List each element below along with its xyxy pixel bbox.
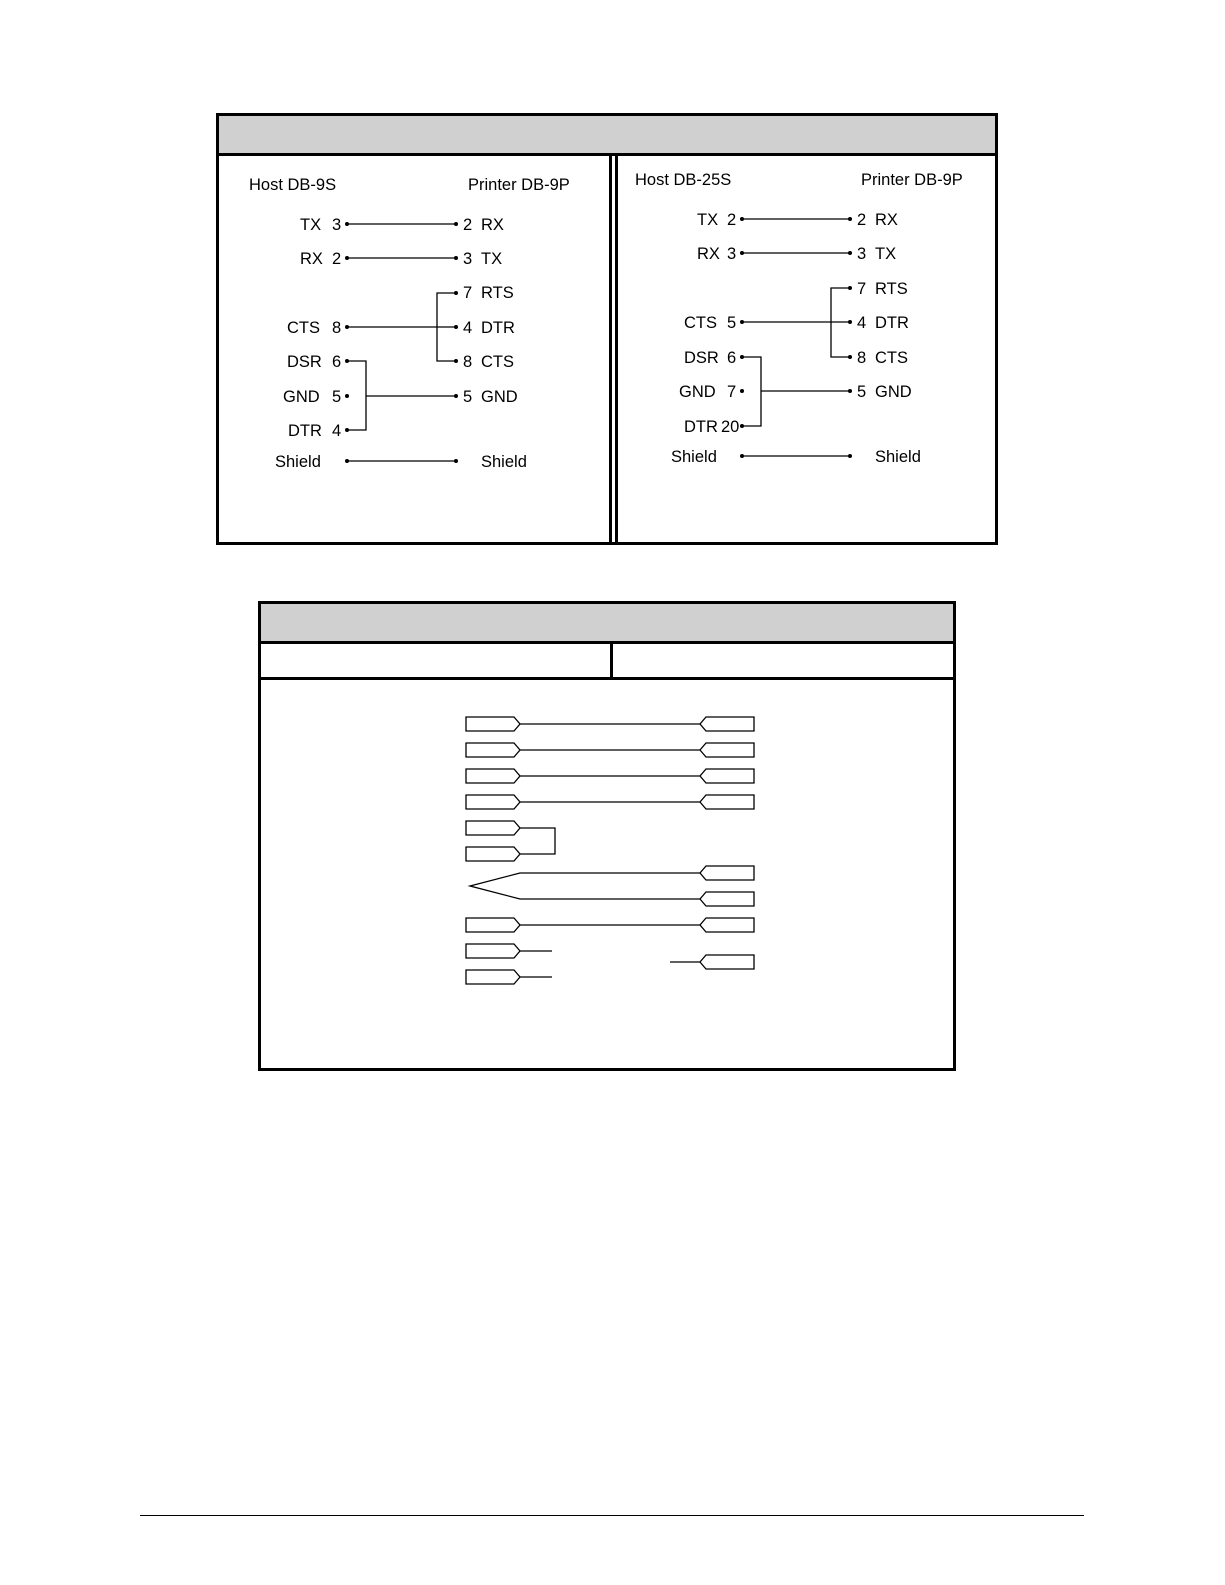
printer-pin-number: 2 xyxy=(463,216,473,234)
table-header-row xyxy=(261,677,953,680)
pin-tab xyxy=(700,866,754,880)
printer-pin-number: 8 xyxy=(857,349,867,367)
printer-pin-name: CTS xyxy=(875,349,908,367)
wire-dsr-dtr-bracket xyxy=(742,357,761,426)
host-pin-number: 5 xyxy=(727,314,737,332)
shield-printer-label: Shield xyxy=(481,453,527,471)
host-pin-number: 5 xyxy=(332,388,342,406)
printer-pin-number: 2 xyxy=(857,211,867,229)
serial-cable-table-title-bar xyxy=(219,116,995,156)
tapered-bundle xyxy=(470,873,700,899)
pin-tab xyxy=(466,769,520,783)
host-pin-name: DSR xyxy=(684,349,719,367)
pin-tab xyxy=(466,944,520,958)
host-connector-label: Host DB-9S xyxy=(249,176,337,194)
host-pin-name: DTR xyxy=(684,418,718,436)
panel-divider xyxy=(615,153,618,543)
shield-host-label: Shield xyxy=(671,448,717,466)
printer-pin-number: 4 xyxy=(857,314,867,332)
pin-tab xyxy=(466,918,520,932)
host-pin-number: 6 xyxy=(332,353,342,371)
printer-pin-number: 7 xyxy=(857,280,867,298)
printer-pin-number: 7 xyxy=(463,284,473,302)
table-header-divider xyxy=(610,644,613,680)
host-pin-number: 6 xyxy=(727,349,737,367)
host-connector-label: Host DB-25S xyxy=(635,171,732,189)
pin-tab xyxy=(466,821,520,835)
pin-tab xyxy=(700,743,754,757)
pin-tab xyxy=(466,717,520,731)
host-pin-number: 8 xyxy=(332,319,342,337)
printer-pin-name: RX xyxy=(481,216,504,234)
printer-pin-name: CTS xyxy=(481,353,514,371)
panel-divider xyxy=(609,153,612,543)
host-pin-number: 3 xyxy=(727,245,737,263)
printer-connector-label: Printer DB-9P xyxy=(861,171,963,189)
wire-dsr-dtr-bracket xyxy=(347,361,366,430)
pin-tab xyxy=(700,955,754,969)
printer-pin-name: RX xyxy=(875,211,898,229)
printer-pin-number: 5 xyxy=(857,383,867,401)
host-pin-number: 7 xyxy=(727,383,737,401)
host-pin-name: DTR xyxy=(288,422,322,440)
printer-pin-number: 8 xyxy=(463,353,473,371)
host-pin-number: 20 xyxy=(721,418,740,436)
parallel-cable-table-title-bar xyxy=(261,604,953,644)
shield-printer-label: Shield xyxy=(875,448,921,466)
printer-pin-number: 3 xyxy=(463,250,473,268)
printer-connector-label: Printer DB-9P xyxy=(468,176,570,194)
printer-pin-name: GND xyxy=(875,383,912,401)
pin-tab xyxy=(700,795,754,809)
parallel-wiring-diagram xyxy=(460,712,760,992)
shield-host-label: Shield xyxy=(275,453,321,471)
host-pin-number: 2 xyxy=(727,211,737,229)
host-pin-number: 3 xyxy=(332,216,342,234)
db9-wiring-diagram xyxy=(220,156,606,542)
loopback-wire xyxy=(520,828,555,854)
printer-pin-name: RTS xyxy=(481,284,514,302)
host-pin-name: GND xyxy=(283,388,320,406)
host-pin-name: CTS xyxy=(684,314,717,332)
pin-tab xyxy=(700,769,754,783)
pin-tab xyxy=(466,847,520,861)
host-pin-name: RX xyxy=(300,250,323,268)
pin-tab xyxy=(466,970,520,984)
host-pin-name: TX xyxy=(697,211,719,229)
host-pin-number: 2 xyxy=(332,250,342,268)
wire-group xyxy=(347,224,456,461)
printer-pin-number: 5 xyxy=(463,388,473,406)
footer-rule xyxy=(140,1515,1084,1516)
printer-pin-name: TX xyxy=(875,245,897,263)
pin-tab xyxy=(466,795,520,809)
pin-tab xyxy=(700,717,754,731)
printer-pin-name: DTR xyxy=(875,314,909,332)
db25-wiring-diagram xyxy=(620,156,994,542)
host-pin-name: GND xyxy=(679,383,716,401)
pin-tab xyxy=(700,892,754,906)
pin-tab xyxy=(466,743,520,757)
printer-pin-name: TX xyxy=(481,250,503,268)
host-pin-name: TX xyxy=(300,216,322,234)
printer-pin-name: RTS xyxy=(875,280,908,298)
pin-tab xyxy=(700,918,754,932)
printer-pin-name: DTR xyxy=(481,319,515,337)
host-pin-number: 4 xyxy=(332,422,342,440)
printer-pin-name: GND xyxy=(481,388,518,406)
host-pin-name: RX xyxy=(697,245,720,263)
host-pin-name: DSR xyxy=(287,353,322,371)
printer-pin-number: 3 xyxy=(857,245,867,263)
printer-pin-number: 4 xyxy=(463,319,473,337)
host-pin-name: CTS xyxy=(287,319,320,337)
wire-group xyxy=(742,219,850,456)
